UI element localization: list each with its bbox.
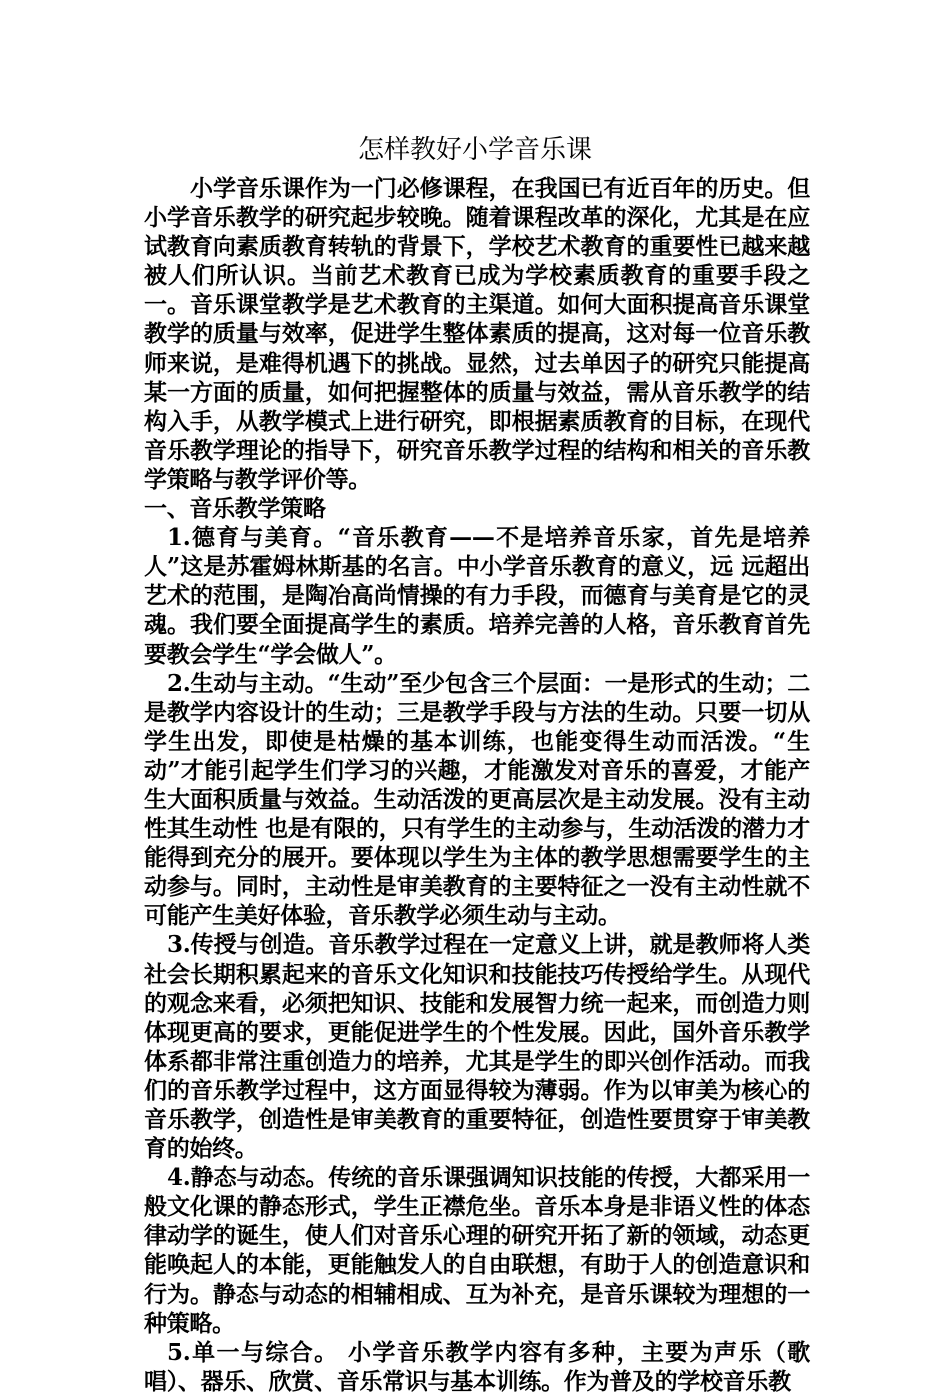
strategy-paragraph-2: 2.生动与主动。“生动”至少包含三个层面：一是形式的生动；二是教学内容设计的生动；三是教学手段与方法的生动。只要一切从学生出发，即使是枯燥的基本训练，也能变得生动而活泼。“生动”才能引起学生们学习的兴趣，才能激发对音乐的喜爱，才能产生大面积质量与效益。生动活泼的更高层次是主动发展。没有主动性其生动性 也是有限的，只有学生的主动参与，生动活泼的潜力才能得到充分的展开。要体现以学生为主体的教学思想需要学生的主动参与。同时，主动性是审美教育的主要特征之一没有主动性就不可能产生美好体验，音乐教学必须生动与主动。 — [144, 669, 811, 930]
strategy-paragraph-3: 3.传授与创造。音乐教学过程在一定意义上讲，就是教师将人类社会长期积累起来的音乐文化知识和技能技巧传授给学生。从现代的观念来看，必须把知识、技能和发展智力统一起来，而创造力则体现更高的要求，更能促进学生的个性发展。因此，国外音乐教学体系都非常注重创造力的培养，尤其是学生的即兴创作活动。而我们的音乐教学过程中，这方面显得较为薄弱。作为以审美为核心的音乐教学，创造性是审美教育的重要特征，创造性要贯穿于审美教育的始终。 — [144, 931, 810, 1163]
strategy-paragraph-4: 4.静态与动态。传统的音乐课强调知识技能的传授，大都采用一般文化课的静态形式，学生正襟危坐。音乐本身是非语义性的体态律动学的诞生，使人们对音乐心理的研究开拓了新的领域，动态更能唤起人的本能，更能触发人的自由联想，有助于人的创造意识和行为。静态与动态的相辅相成、互为补充，是音乐课较为理想的一种策略。 — [144, 1164, 810, 1337]
section-heading: 一、音乐教学策略 — [144, 495, 326, 523]
strategy-paragraph-1: 1.德育与美育。“音乐教育——不是培养音乐家，首先是培养人”这是苏霍姆林斯基的名言。中小学音乐教育的意义，远 远超出艺术的范围，是陶冶高尚情操的有力手段，而德育与美育是它的灵魂。我们要全面提高学生的素质。培养完善的人格，音乐教育首先要教会学生“学会做人”。 — [144, 524, 810, 668]
document-title: 怎样教好小学音乐课 — [357, 135, 592, 165]
strategy-paragraph-5: 5.单一与综合。 小学音乐教学内容有多种，主要为声乐（歌唱）、器乐、欣赏、音乐常识与基本训练。作为普及的学校音乐教 — [144, 1338, 810, 1395]
intro-paragraph: 小学音乐课作为一门必修课程，在我国已有近百年的历史。但小学音乐教学的研究起步较晚。随着课程改革的深化，尤其是在应试教育向素质教育转轨的背景下，学校艺术教育的重要性已越来越被人们所认识。当前艺术教育已成为学校素质教育的重要手段之一。音乐课堂教学是艺术教育的主渠道。如何大面积提高音乐课堂教学的质量与效率，促进学生整体素质的提高，这对每一位音乐教师来说，是难得机遇下的挑战。显然，过去单因子的研究只能提高某一方面的质量，如何把握整体的质量与效益，需从音乐教学的结构入手，从教学模式上进行研究，即根据素质教育的目标，在现代音乐教学理论的指导下，研究音乐教学过程的结构和相关的音乐教学策略与教学评价等。 — [144, 175, 810, 493]
document-body — [144, 174, 810, 1396]
